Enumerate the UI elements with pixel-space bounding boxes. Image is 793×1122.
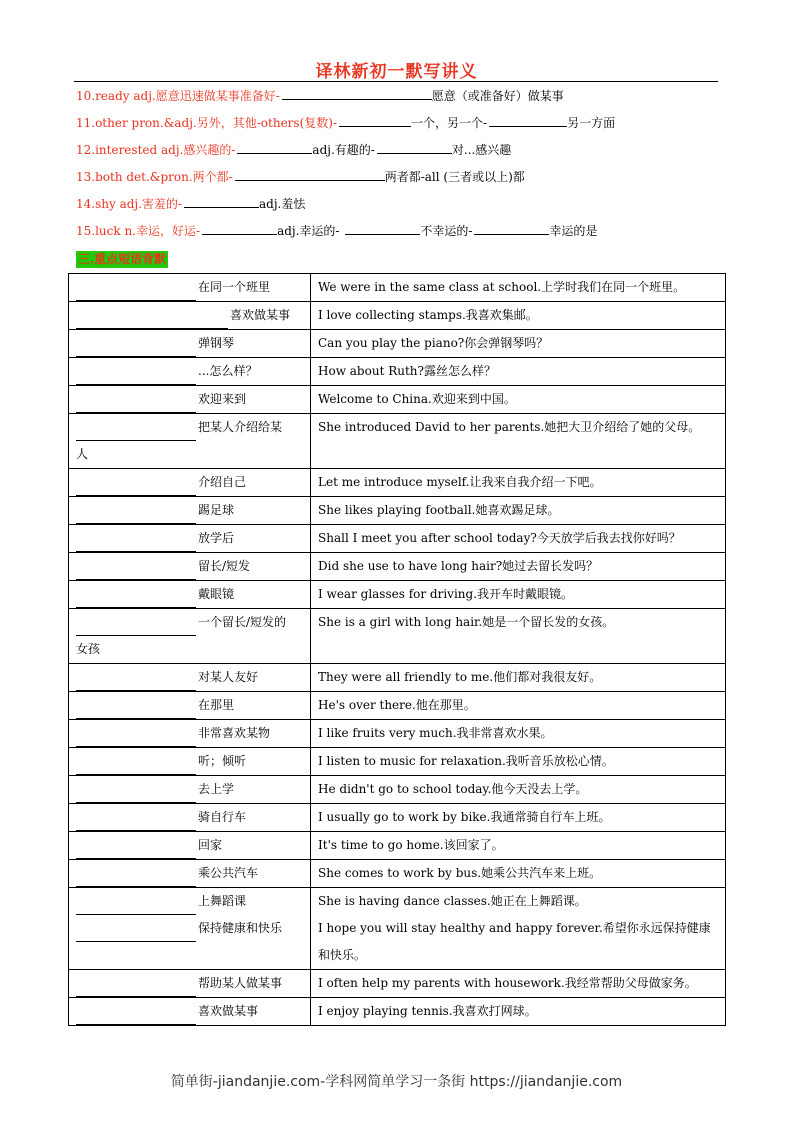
example-sentence: Did she use to have long hair?她过去留长发吗？ — [318, 559, 599, 573]
vocab-text: 幸运的是 — [549, 224, 598, 238]
phrase-table — [68, 273, 726, 1026]
answer-blank[interactable] — [76, 396, 196, 413]
table-row — [69, 748, 726, 776]
example-cell — [311, 664, 726, 692]
title-underline — [74, 81, 718, 82]
table-row — [69, 776, 726, 804]
answer-blank[interactable] — [76, 1008, 196, 1025]
vocab-text: adj.有趣的- — [312, 143, 375, 157]
phrase-cell — [69, 860, 311, 888]
phrase-cell — [69, 720, 311, 748]
vocab-prompt: 10.ready adj.愿意迅速做某事准备好- — [76, 89, 280, 103]
example-cell — [311, 497, 726, 525]
phrase-meaning: 喜欢做某事 — [198, 1004, 259, 1018]
phrase-meaning: 放学后 — [198, 531, 235, 545]
example-cell — [311, 804, 726, 832]
answer-blank[interactable] — [76, 563, 196, 580]
example-sentence: She comes to work by bus.她乘公共汽车来上班。 — [318, 866, 602, 880]
phrase-meaning: 上舞蹈课 — [198, 894, 247, 908]
answer-blank[interactable] — [76, 842, 196, 859]
table-row — [69, 581, 726, 609]
answer-blank[interactable] — [377, 142, 452, 154]
example-sentence-cont: 和快乐。 — [318, 948, 367, 962]
section-heading: 三.重点短语背默 — [78, 252, 167, 266]
phrase-meaning: 一个留长/短发的 — [198, 615, 287, 629]
phrase-cell — [69, 274, 311, 302]
example-cell — [311, 581, 726, 609]
example-cell — [311, 609, 726, 664]
example-sentence: They were all friendly to me.他们都对我很友好。 — [318, 670, 602, 684]
phrase-cell — [69, 832, 311, 860]
phrase-meaning: 去上学 — [198, 782, 235, 796]
phrase-meaning: 非常喜欢某物 — [198, 726, 271, 740]
phrase-cell — [69, 525, 311, 553]
example-cell — [311, 720, 726, 748]
phrase-cell — [69, 414, 311, 469]
phrase-cell — [69, 804, 311, 832]
table-row — [69, 553, 726, 581]
answer-blank[interactable] — [76, 674, 196, 691]
example-sentence: I listen to music for relaxation.我听音乐放松心情。 — [318, 754, 614, 768]
answer-blank[interactable] — [489, 115, 567, 127]
phrase-cell — [69, 998, 311, 1026]
answer-blank[interactable] — [76, 368, 196, 385]
vocab-text: 一个，另一个- — [411, 116, 488, 130]
phrase-cell — [69, 553, 311, 581]
answer-blank[interactable] — [76, 702, 196, 719]
phrase-meaning: 骑自行车 — [198, 810, 247, 824]
phrase-meaning: 对某人友好 — [198, 670, 259, 684]
phrase-meaning: 回家 — [198, 838, 223, 852]
phrase-cell — [69, 581, 311, 609]
vocab-prompt: 12.interested adj.感兴趣的- — [76, 143, 236, 157]
phrase-meaning: ...怎么样？ — [198, 364, 258, 378]
vocab-prompt: 14.shy adj.害羞的- — [76, 197, 182, 211]
phrase-meaning: 留长/短发 — [198, 559, 251, 573]
example-sentence: She is having dance classes.她正在上舞蹈课。 — [318, 894, 587, 908]
phrase-meaning: 介绍自己 — [198, 475, 247, 489]
answer-blank[interactable] — [76, 786, 196, 803]
footer-text: 简单街-jiandanjie.com-学科网简单学习一条街 https://jiandanjie.com — [170, 1074, 623, 1090]
vocab-item — [76, 88, 726, 115]
phrase-cell — [69, 776, 311, 804]
vocab-item — [76, 142, 726, 169]
phrase-meaning: 乘公共汽车 — [198, 866, 259, 880]
phrase-meaning: 弹钢琴 — [198, 336, 235, 350]
example-sentence: Shall I meet you after school today?今天放学后我去找你好吗？ — [318, 531, 681, 545]
answer-blank[interactable] — [76, 424, 196, 441]
table-row — [69, 832, 726, 860]
phrase-cell — [69, 609, 311, 664]
answer-blank[interactable] — [76, 619, 196, 636]
table-row — [69, 609, 726, 664]
phrase-cell — [69, 692, 311, 720]
vocab-list — [76, 88, 726, 250]
phrase-meaning: 在那里 — [198, 698, 235, 712]
table-row — [69, 692, 726, 720]
table-row — [69, 970, 726, 998]
table-row — [69, 525, 726, 553]
phrase-meaning: 踢足球 — [198, 503, 235, 517]
phrase-meaning: 喜欢做某事 — [230, 308, 291, 322]
table-row — [69, 720, 726, 748]
vocab-text: 另一方面 — [567, 116, 616, 130]
phrase-cell — [69, 330, 311, 358]
phrase-meaning: 欢迎来到 — [198, 392, 247, 406]
phrase-cell — [69, 748, 311, 776]
example-cell — [311, 832, 726, 860]
phrase-cell — [69, 970, 311, 998]
example-cell — [311, 998, 726, 1026]
example-cell — [311, 860, 726, 888]
phrase-cell — [69, 469, 311, 497]
example-sentence: He didn't go to school today.他今天没去上学。 — [318, 782, 588, 796]
example-sentence: We were in the same class at school.上学时我们在同一个班里。 — [318, 280, 686, 294]
example-cell — [311, 776, 726, 804]
example-cell — [311, 748, 726, 776]
answer-blank[interactable] — [76, 870, 196, 887]
example-cell — [311, 358, 726, 386]
example-sentence: She is a girl with long hair.她是一个留长发的女孩。 — [318, 615, 615, 629]
answer-blank[interactable] — [76, 479, 196, 496]
page-title: 译林新初一默写讲义 — [315, 62, 478, 82]
answer-blank[interactable] — [76, 591, 196, 608]
example-cell — [311, 414, 726, 469]
example-sentence: I enjoy playing tennis.我喜欢打网球。 — [318, 1004, 537, 1018]
example-sentence: She likes playing football.她喜欢踢足球。 — [318, 503, 560, 517]
phrase-meaning: 戴眼镜 — [198, 587, 235, 601]
example-sentence: I usually go to work by bike.我通常骑自行车上班。 — [318, 810, 611, 824]
example-cell — [311, 525, 726, 553]
phrase-meaning: 保持健康和快乐 — [198, 921, 283, 935]
example-sentence: I wear glasses for driving.我开车时戴眼镜。 — [318, 587, 574, 601]
vocab-text: 愿意（或准备好）做某事 — [431, 89, 564, 103]
example-cell — [311, 888, 726, 970]
phrase-meaning-cont: 女孩 — [76, 642, 101, 656]
vocab-text: adj.羞怯 — [259, 197, 306, 211]
phrase-cell — [69, 386, 311, 414]
example-sentence: I love collecting stamps.我喜欢集邮。 — [318, 308, 538, 322]
phrase-cell — [69, 888, 311, 970]
answer-blank[interactable] — [474, 223, 549, 235]
phrase-cell — [69, 497, 311, 525]
vocab-text: adj.幸运的- — [277, 224, 344, 238]
answer-blank[interactable] — [237, 142, 312, 154]
vocab-item — [76, 196, 726, 223]
vocab-text: 不幸运的- — [420, 224, 473, 238]
example-cell — [311, 302, 726, 330]
answer-blank[interactable] — [76, 340, 196, 357]
phrase-meaning: 帮助某人做某事 — [198, 976, 283, 990]
table-row — [69, 888, 726, 970]
phrase-meaning: 把某人介绍给某 — [198, 420, 283, 434]
answer-blank[interactable] — [76, 535, 196, 552]
vocab-prompt: 11.other pron.&adj.另外，其他-others(复数)- — [76, 116, 337, 130]
answer-blank[interactable] — [76, 730, 196, 747]
vocab-prompt: 15.luck n.幸运，好运- — [76, 224, 201, 238]
example-sentence: He's over there.他在那里。 — [318, 698, 476, 712]
answer-blank[interactable] — [282, 88, 432, 100]
table-row — [69, 664, 726, 692]
answer-blank[interactable] — [76, 898, 196, 915]
vocab-item — [76, 115, 726, 142]
table-row — [69, 998, 726, 1026]
answer-blank[interactable] — [76, 758, 196, 775]
phrase-cell — [69, 358, 311, 386]
vocab-item — [76, 223, 726, 250]
table-row — [69, 358, 726, 386]
example-sentence: How about Ruth?露丝怎么样？ — [318, 364, 496, 378]
table-row — [69, 414, 726, 469]
vocab-text: 对...感兴趣 — [451, 143, 512, 157]
answer-blank[interactable] — [339, 115, 411, 127]
answer-blank[interactable] — [76, 507, 196, 524]
vocab-text: 两者都-all (三者或以上)都 — [384, 170, 525, 184]
example-sentence: It's time to go home.该回家了。 — [318, 838, 504, 852]
answer-blank[interactable] — [76, 312, 228, 329]
table-row — [69, 330, 726, 358]
example-cell — [311, 553, 726, 581]
table-row — [69, 469, 726, 497]
table-row — [69, 302, 726, 330]
table-row — [69, 386, 726, 414]
answer-blank[interactable] — [184, 196, 259, 208]
example-cell — [311, 970, 726, 998]
example-sentence: I hope you will stay healthy and happy forever.希望你永远保持健康 — [318, 921, 711, 935]
answer-blank[interactable] — [76, 980, 196, 997]
example-cell — [311, 386, 726, 414]
example-cell — [311, 469, 726, 497]
answer-blank[interactable] — [235, 169, 385, 181]
phrase-meaning: 在同一个班里 — [198, 280, 271, 294]
phrase-meaning-cont: 人 — [76, 447, 89, 461]
example-sentence: I often help my parents with housework.我经常帮助父母做家务。 — [318, 976, 697, 990]
answer-blank[interactable] — [76, 814, 196, 831]
table-row — [69, 860, 726, 888]
answer-blank[interactable] — [202, 223, 277, 235]
answer-blank[interactable] — [76, 284, 196, 301]
example-sentence: Can you play the piano?你会弹钢琴吗？ — [318, 336, 549, 350]
phrase-meaning: 听；倾听 — [198, 754, 247, 768]
vocab-item — [76, 169, 726, 196]
example-cell — [311, 274, 726, 302]
table-row — [69, 274, 726, 302]
example-sentence: I like fruits very much.我非常喜欢水果。 — [318, 726, 553, 740]
vocab-prompt: 13.both det.&pron.两个都- — [76, 170, 233, 184]
example-cell — [311, 692, 726, 720]
table-row — [69, 497, 726, 525]
phrase-cell — [69, 664, 311, 692]
table-row — [69, 804, 726, 832]
answer-blank[interactable] — [76, 925, 196, 942]
answer-blank[interactable] — [345, 223, 420, 235]
example-sentence: Welcome to China.欢迎来到中国。 — [318, 392, 516, 406]
example-sentence: Let me introduce myself.让我来自我介绍一下吧。 — [318, 475, 602, 489]
phrase-cell — [69, 302, 311, 330]
example-cell — [311, 330, 726, 358]
example-sentence: She introduced David to her parents.她把大卫介绍给了她的父母。 — [318, 420, 701, 434]
